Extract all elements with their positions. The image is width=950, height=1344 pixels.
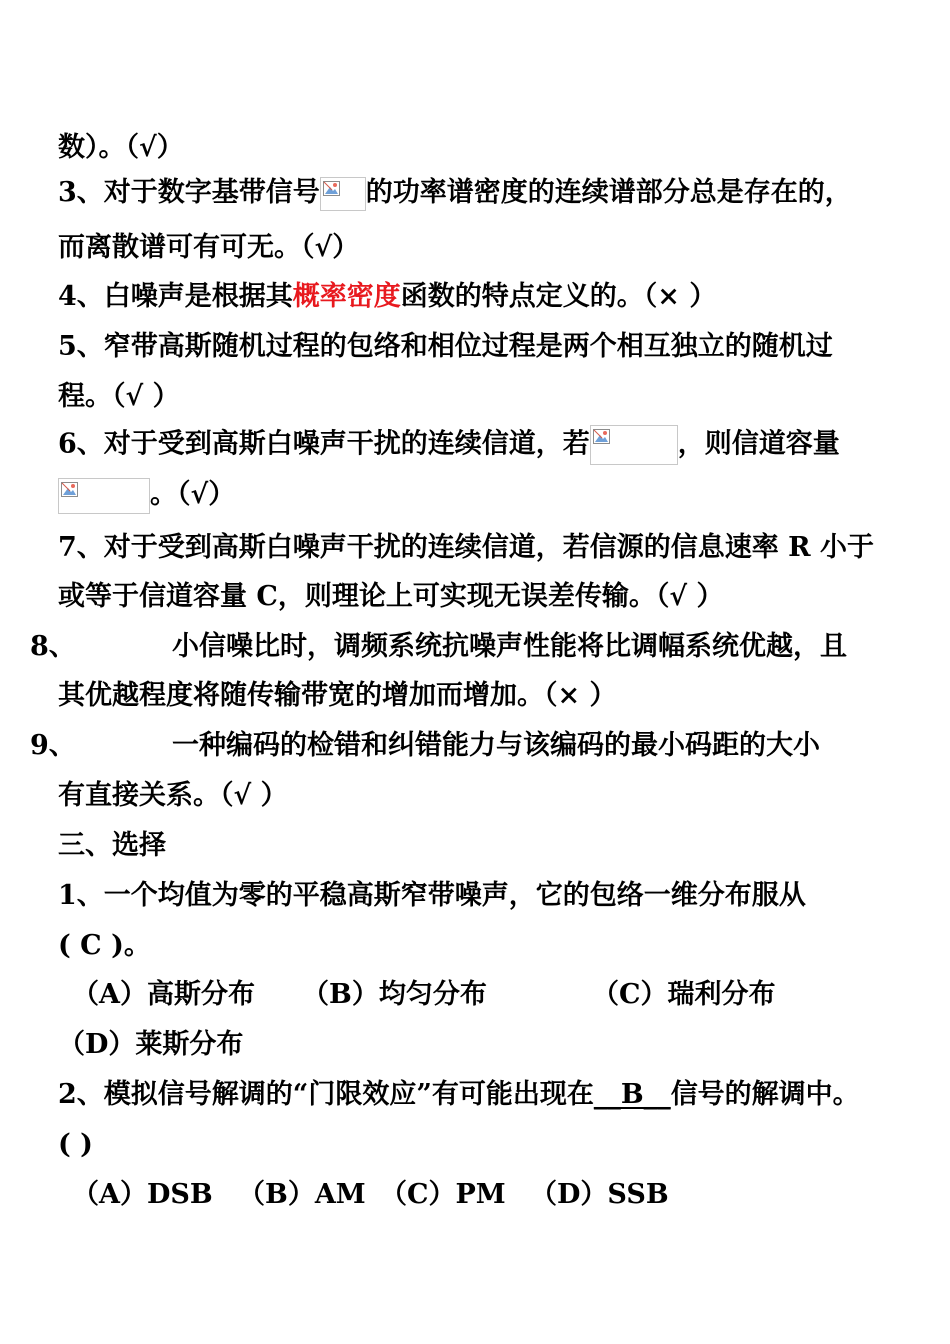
broken-image-icon — [61, 482, 78, 497]
mc-q1-line-2: ( C )。 — [58, 930, 151, 961]
tf-q4-highlight: 概率密度 — [292, 281, 401, 312]
mc-q1-option-b: （B）均匀分布 — [302, 979, 487, 1010]
tf-q6-text-b: ，则信道容量 — [677, 428, 840, 460]
tf-q3-text-a: 3、对于数字基带信号 — [58, 177, 320, 208]
section-heading: 三、选择 — [58, 830, 166, 861]
tf-q6-text-c: 。（√） — [150, 479, 236, 510]
tf-q8-line-1 — [30, 629, 76, 665]
mc-q2-answer-blank: __B__ — [593, 1079, 671, 1110]
tf-q3-line-2: 而离散谱可有可无。（√） — [58, 232, 360, 263]
tf-q5-line-2: 程。（√ ） — [58, 381, 180, 412]
mc-q1-line-1: 1、一个均值为零的平稳高斯窄带噪声，它的包络一维分布服从 — [58, 880, 806, 911]
mc-q1-option-c: （C）瑞利分布 — [592, 979, 776, 1010]
tf-line-0: 数）。（√） — [58, 132, 184, 163]
mc-q1-option-a: （A）高斯分布 — [72, 979, 255, 1010]
tf-q4-text-b: 函数的特点定义的。（× ） — [400, 281, 717, 312]
mc-q2-option-a: （A）DSB — [72, 1179, 213, 1210]
mc-q2-line-2: ( ) — [58, 1129, 93, 1160]
image-placeholder — [590, 425, 678, 465]
image-placeholder — [58, 478, 150, 514]
tf-q7-line-1: 7、对于受到高斯白噪声干扰的连续信道，若信源的信息速率 R 小于 — [58, 532, 875, 563]
tf-q7-line-2: 或等于信道容量 C，则理论上可实现无误差传输。（√ ） — [58, 581, 724, 612]
mc-q2-text-a: 2、模拟信号解调的“门限效应”有可能出现在 — [58, 1079, 594, 1110]
tf-q9-line-1 — [30, 728, 76, 764]
tf-q9-line-1-text: 一种编码的检错和纠错能力与该编码的最小码距的大小 — [172, 730, 820, 761]
tf-q8-line-2: 其优越程度将随传输带宽的增加而增加。（× ） — [58, 680, 617, 711]
tf-q9-line-2: 有直接关系。（√ ） — [58, 780, 288, 811]
tf-q3-line-1 — [58, 175, 852, 211]
mc-q2-option-c: （C）PM — [380, 1179, 506, 1210]
mc-q2-line-1 — [58, 1077, 860, 1113]
tf-q4-line — [58, 279, 716, 315]
image-placeholder — [320, 177, 366, 211]
mc-q2-text-c: 信号的解调中。 — [670, 1079, 860, 1110]
tf-q8-line-1-text: 小信噪比时，调频系统抗噪声性能将比调幅系统优越，且 — [172, 631, 847, 662]
tf-q5-line-1: 5、窄带高斯随机过程的包络和相位过程是两个相互独立的随机过 — [58, 331, 833, 362]
mc-q2-option-b: （B）AM — [238, 1179, 366, 1210]
tf-q6-line-2 — [58, 477, 235, 514]
tf-q6-line-1 — [58, 425, 840, 465]
tf-q4-text-a: 4、白噪声是根据其 — [58, 281, 293, 312]
broken-image-icon — [323, 181, 340, 196]
tf-q8-number: 8、 — [30, 631, 76, 662]
tf-q9-number: 9、 — [30, 730, 76, 761]
mc-q1-option-d: （D）莱斯分布 — [58, 1029, 244, 1060]
tf-q3-text-b: 的功率谱密度的连续谱部分总是存在的， — [365, 177, 852, 208]
mc-q2-option-d: （D）SSB — [530, 1179, 669, 1210]
broken-image-icon — [593, 429, 610, 444]
tf-q6-text-a: 6、对于受到高斯白噪声干扰的连续信道，若 — [58, 428, 590, 460]
